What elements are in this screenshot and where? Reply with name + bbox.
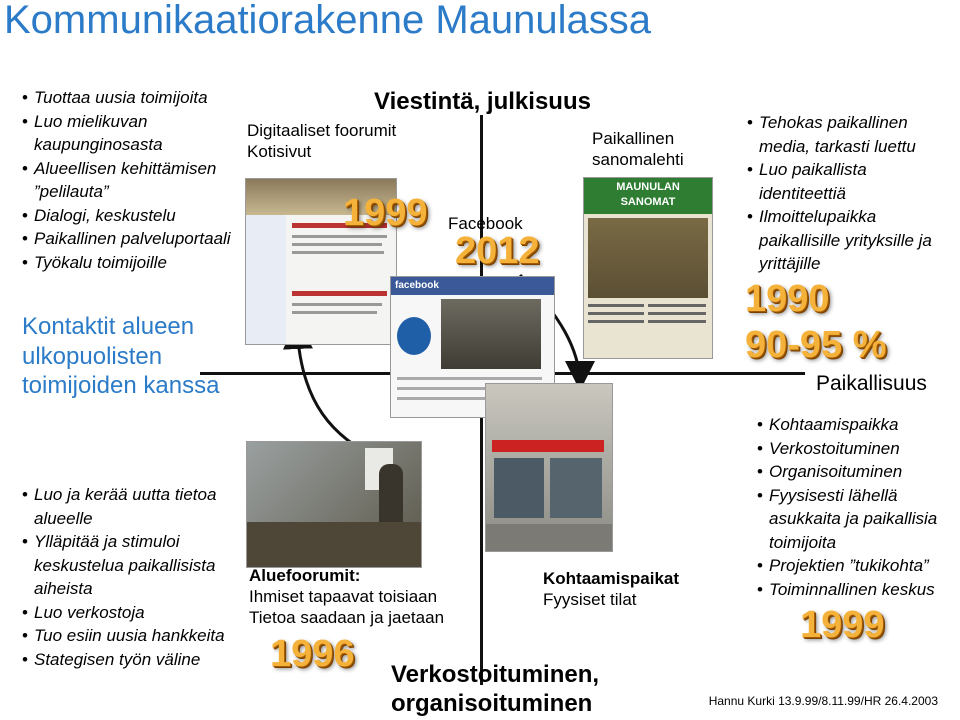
right-bottom-bullets bbox=[757, 413, 957, 601]
newspaper-year: 1990 bbox=[745, 278, 830, 320]
facebook-logo: facebook bbox=[391, 277, 554, 295]
list-item: • Organisoituminen bbox=[757, 460, 957, 484]
list-item: • Verkostoituminen bbox=[757, 437, 957, 461]
newspaper-title-line2: sanomalehti bbox=[592, 150, 684, 169]
meeting-place-year: 1999 bbox=[800, 604, 885, 646]
right-axis-heading: Paikallisuus bbox=[816, 372, 927, 395]
list-item: • Paikallinen palveluportaali bbox=[22, 227, 247, 251]
list-item: • Ilmoittelupaikka paikallisille yrityksille ja yrittäjille bbox=[747, 205, 957, 276]
list-item: • Dialogi, keskustelu bbox=[22, 204, 247, 228]
aluefoorumit-line1: Ihmiset tapaavat toisiaan bbox=[249, 587, 438, 606]
top-axis-heading: Viestintä, julkisuus bbox=[374, 88, 591, 115]
list-item: • Tuo esiin uusia hankkeita bbox=[22, 624, 257, 648]
list-item: • Alueellisen kehittämisen ”pelilauta” bbox=[22, 157, 247, 204]
bottom-axis-heading bbox=[391, 660, 599, 718]
footer-credit: Hannu Kurki 13.9.99/8.11.99/HR 26.4.2003 bbox=[708, 694, 938, 708]
newspaper-title bbox=[592, 128, 684, 170]
facebook-title: Facebook bbox=[448, 214, 523, 233]
list-item: • Ylläpitää ja stimuloi keskustelua paikallisista aiheista bbox=[22, 530, 257, 601]
bottom-heading-line1: Verkostoituminen, bbox=[391, 661, 600, 688]
list-item: • Luo paikallista identiteettiä bbox=[747, 158, 957, 205]
forum-title bbox=[247, 120, 396, 162]
list-item: • Stategisen työn väline bbox=[22, 648, 257, 672]
newspaper-image bbox=[583, 177, 713, 359]
left-bottom-bullets bbox=[22, 483, 257, 671]
aluefoorumit-year: 1996 bbox=[270, 633, 355, 675]
list-item: • Fyysisesti lähellä asukkaita ja paikallisia toimijoita bbox=[757, 484, 957, 555]
list-item: • Tuottaa uusia toimijoita bbox=[22, 86, 247, 110]
right-top-bullets bbox=[747, 111, 957, 276]
list-item: • Luo verkostoja bbox=[22, 601, 257, 625]
meeting-place-photo bbox=[485, 383, 613, 552]
bottom-heading-line2: organisoituminen bbox=[391, 690, 593, 717]
forum-year: 1999 bbox=[343, 192, 428, 234]
facebook-year: 2012 bbox=[455, 230, 540, 272]
meeting-place-subtitle: Fyysiset tilat bbox=[543, 590, 637, 609]
list-item: • Toiminnallinen keskus bbox=[757, 578, 957, 602]
list-item: • Projektien ”tukikohta” bbox=[757, 554, 957, 578]
list-item: • Luo mielikuvan kaupunginosasta bbox=[22, 110, 247, 157]
aluefoorumit-title: Aluefoorumit: bbox=[249, 566, 361, 585]
left-top-bullets bbox=[22, 86, 247, 274]
list-item: • Kohtaamispaikka bbox=[757, 413, 957, 437]
list-item: • Luo ja kerää uutta tietoa alueelle bbox=[22, 483, 257, 530]
readership-percent: 90-95 % bbox=[745, 324, 887, 366]
list-item: • Työkalu toimijoille bbox=[22, 251, 247, 275]
left-axis-label: Kontaktit alueen ulkopuolisten toimijoiden kanssa bbox=[22, 313, 220, 399]
forum-title-line2: Kotisivut bbox=[247, 142, 312, 161]
newspaper-masthead-line2: SANOMAT bbox=[620, 196, 676, 208]
forum-title-line1: Digitaaliset foorumit bbox=[247, 121, 397, 140]
newspaper-masthead-line1: MAUNULAN bbox=[616, 181, 680, 193]
meeting-place-title: Kohtaamispaikat bbox=[543, 569, 680, 588]
meeting-place-text bbox=[543, 568, 679, 610]
newspaper-title-line1: Paikallinen bbox=[592, 129, 675, 148]
aluefoorumit-line2: Tietoa saadaan ja jaetaan bbox=[249, 608, 445, 627]
aluefoorumit-photo bbox=[246, 441, 422, 568]
page-title: Kommunikaatiorakenne Maunulassa bbox=[4, 0, 652, 42]
list-item: • Tehokas paikallinen media, tarkasti luettu bbox=[747, 111, 957, 158]
aluefoorumit-text bbox=[249, 565, 444, 628]
